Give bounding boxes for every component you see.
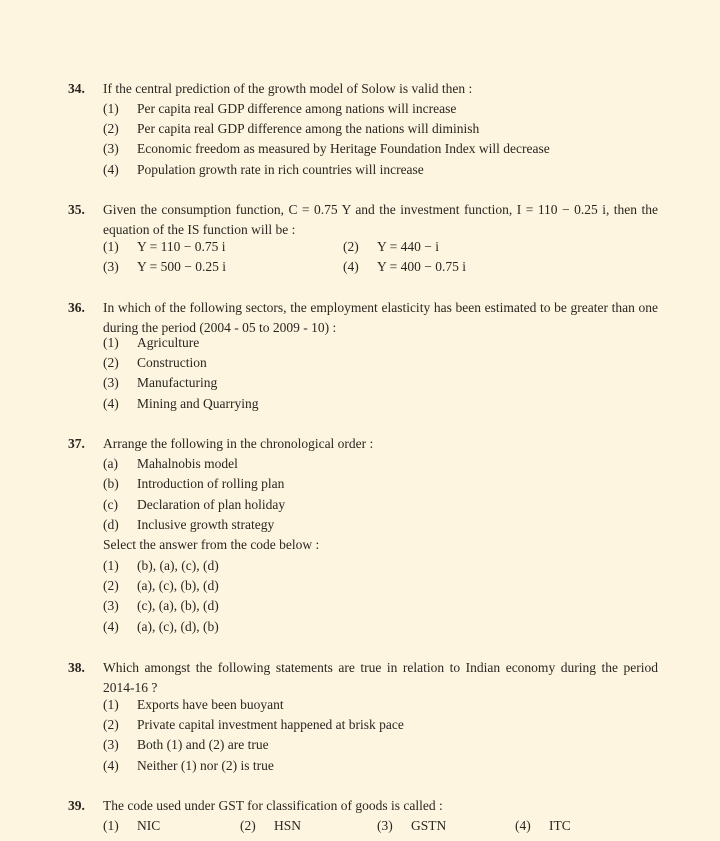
option-3: (3) Manufacturing [103, 375, 218, 390]
question-number: 38. [68, 660, 85, 675]
option-4: (4) Y = 400 − 0.75 i [343, 259, 466, 274]
list-item-d: (d) Inclusive growth strategy [103, 517, 275, 532]
option-1: (1) Y = 110 − 0.75 i [103, 239, 226, 254]
list-item-a: (a) Mahalnobis model [103, 456, 238, 471]
option-4: (4) ITC [515, 818, 571, 833]
question-text: Which amongst the following statements are true in relation to Indian economy during the period 2014-16 ? [103, 660, 658, 695]
option-1: (1) (b), (a), (c), (d) [103, 558, 219, 573]
option-2: (2) Construction [103, 355, 207, 370]
question-text: If the central prediction of the growth model of Solow is valid then : [103, 81, 473, 96]
list-item-c: (c) Declaration of plan holiday [103, 497, 286, 512]
option-2: (2) Y = 440 − i [343, 239, 439, 254]
question-number: 36. [68, 300, 85, 315]
option-1: (1) Agriculture [103, 335, 200, 350]
option-4: (4) Neither (1) nor (2) is true [103, 758, 274, 773]
option-3: (3) Both (1) and (2) are true [103, 737, 269, 752]
question-text: Arrange the following in the chronological order : [103, 436, 374, 451]
option-3: (3) Economic freedom as measured by Heritage Foundation Index will decrease [103, 141, 550, 156]
list-item-b: (b) Introduction of rolling plan [103, 476, 285, 491]
option-3: (3) GSTN [377, 818, 447, 833]
option-2: (2) HSN [240, 818, 302, 833]
option-4: (4) (a), (c), (d), (b) [103, 619, 219, 634]
option-1: (1) Exports have been buoyant [103, 697, 284, 712]
option-4: (4) Population growth rate in rich countries will increase [103, 162, 424, 177]
instruction-text: Select the answer from the code below : [103, 537, 320, 552]
question-number: 35. [68, 202, 85, 217]
question-text: The code used under GST for classification of goods is called : [103, 798, 443, 813]
option-2: (2) (a), (c), (b), (d) [103, 578, 219, 593]
option-3: (3) Y = 500 − 0.25 i [103, 259, 226, 274]
option-4: (4) Mining and Quarrying [103, 396, 259, 411]
option-3: (3) (c), (a), (b), (d) [103, 598, 219, 613]
option-2: (2) Per capita real GDP difference among the nations will diminish [103, 121, 480, 136]
option-1: (1) Per capita real GDP difference among nations will increase [103, 101, 457, 116]
question-text: Given the consumption function, C = 0.75 Y and the investment function, I = 110 − 0.25 i, then the equation of the IS function will be : [103, 202, 658, 237]
question-number: 34. [68, 81, 85, 96]
question-number: 39. [68, 798, 85, 813]
option-1: (1) NIC [103, 818, 161, 833]
option-2: (2) Private capital investment happened at brisk pace [103, 717, 404, 732]
question-text: In which of the following sectors, the employment elasticity has been estimated to be greater than one during the period (2004 - 05 to 2009 - 10) : [103, 300, 658, 335]
question-number: 37. [68, 436, 85, 451]
